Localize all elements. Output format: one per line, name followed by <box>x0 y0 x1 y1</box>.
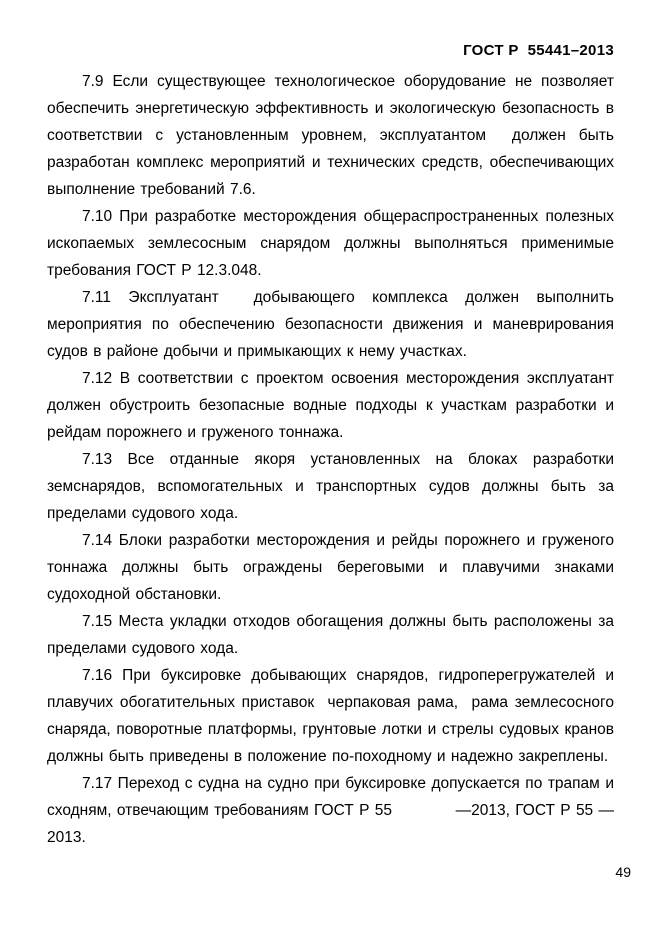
document-body <box>47 68 614 851</box>
page-number: 49 <box>615 864 631 880</box>
paragraph-7-11: 7.11 Эксплуатант добывающего комплекса должен выполнить мероприятия по обеспечению безопасности движения и маневрирования судов в районе добычи и примыкающих к нему участках. <box>47 289 614 360</box>
document-header-standard-number: ГОСТ Р 55441–2013 <box>463 42 614 59</box>
paragraph-7-12: 7.12 В соответствии с проектом освоения месторождения эксплуатант должен обустроить безопасные водные подходы к участкам разработки и рейдам порожнего и груженого тоннажа. <box>47 370 614 441</box>
paragraph-7-13: 7.13 Все отданные якоря установленных на блоках разработки земснарядов, вспомогательных и транспортных судов должны быть за пределами судового хода. <box>47 451 614 522</box>
paragraph-7-14: 7.14 Блоки разработки месторождения и рейды порожнего и груженого тоннажа должны быть ограждены береговыми и плавучими знаками судоходной обстановки. <box>47 532 614 603</box>
paragraph-7-9: 7.9 Если существующее технологическое оборудование не позволяет обеспечить энергетическую эффективность и экологическую безопасность в соответствии с установленным уровнем, эксплуатантом должен быть разработан комплекс мероприятий и технических средств, обеспечивающих выполнение требований 7.6. <box>47 73 614 198</box>
paragraph-7-17: 7.17 Переход с судна на судно при буксировке допускается по трапам и сходням, отвечающим требованиям ГОСТ Р 55 —2013, ГОСТ Р 55 —2013. <box>47 775 614 846</box>
paragraph-7-10: 7.10 При разработке месторождения общераспространенных полезных ископаемых землесосным снарядом должны выполняться применимые требования ГОСТ Р 12.3.048. <box>47 208 614 279</box>
paragraph-7-15: 7.15 Места укладки отходов обогащения должны быть расположены за пределами судового хода. <box>47 613 614 657</box>
paragraph-7-16: 7.16 При буксировке добывающих снарядов, гидроперегружателей и плавучих обогатительных приставок черпаковая рама, рама землесосного снаряда, поворотные платформы, грунтовые лотки и стрелы судовых кранов должны быть приведены в положение по-походному и надежно закреплены. <box>47 667 614 765</box>
